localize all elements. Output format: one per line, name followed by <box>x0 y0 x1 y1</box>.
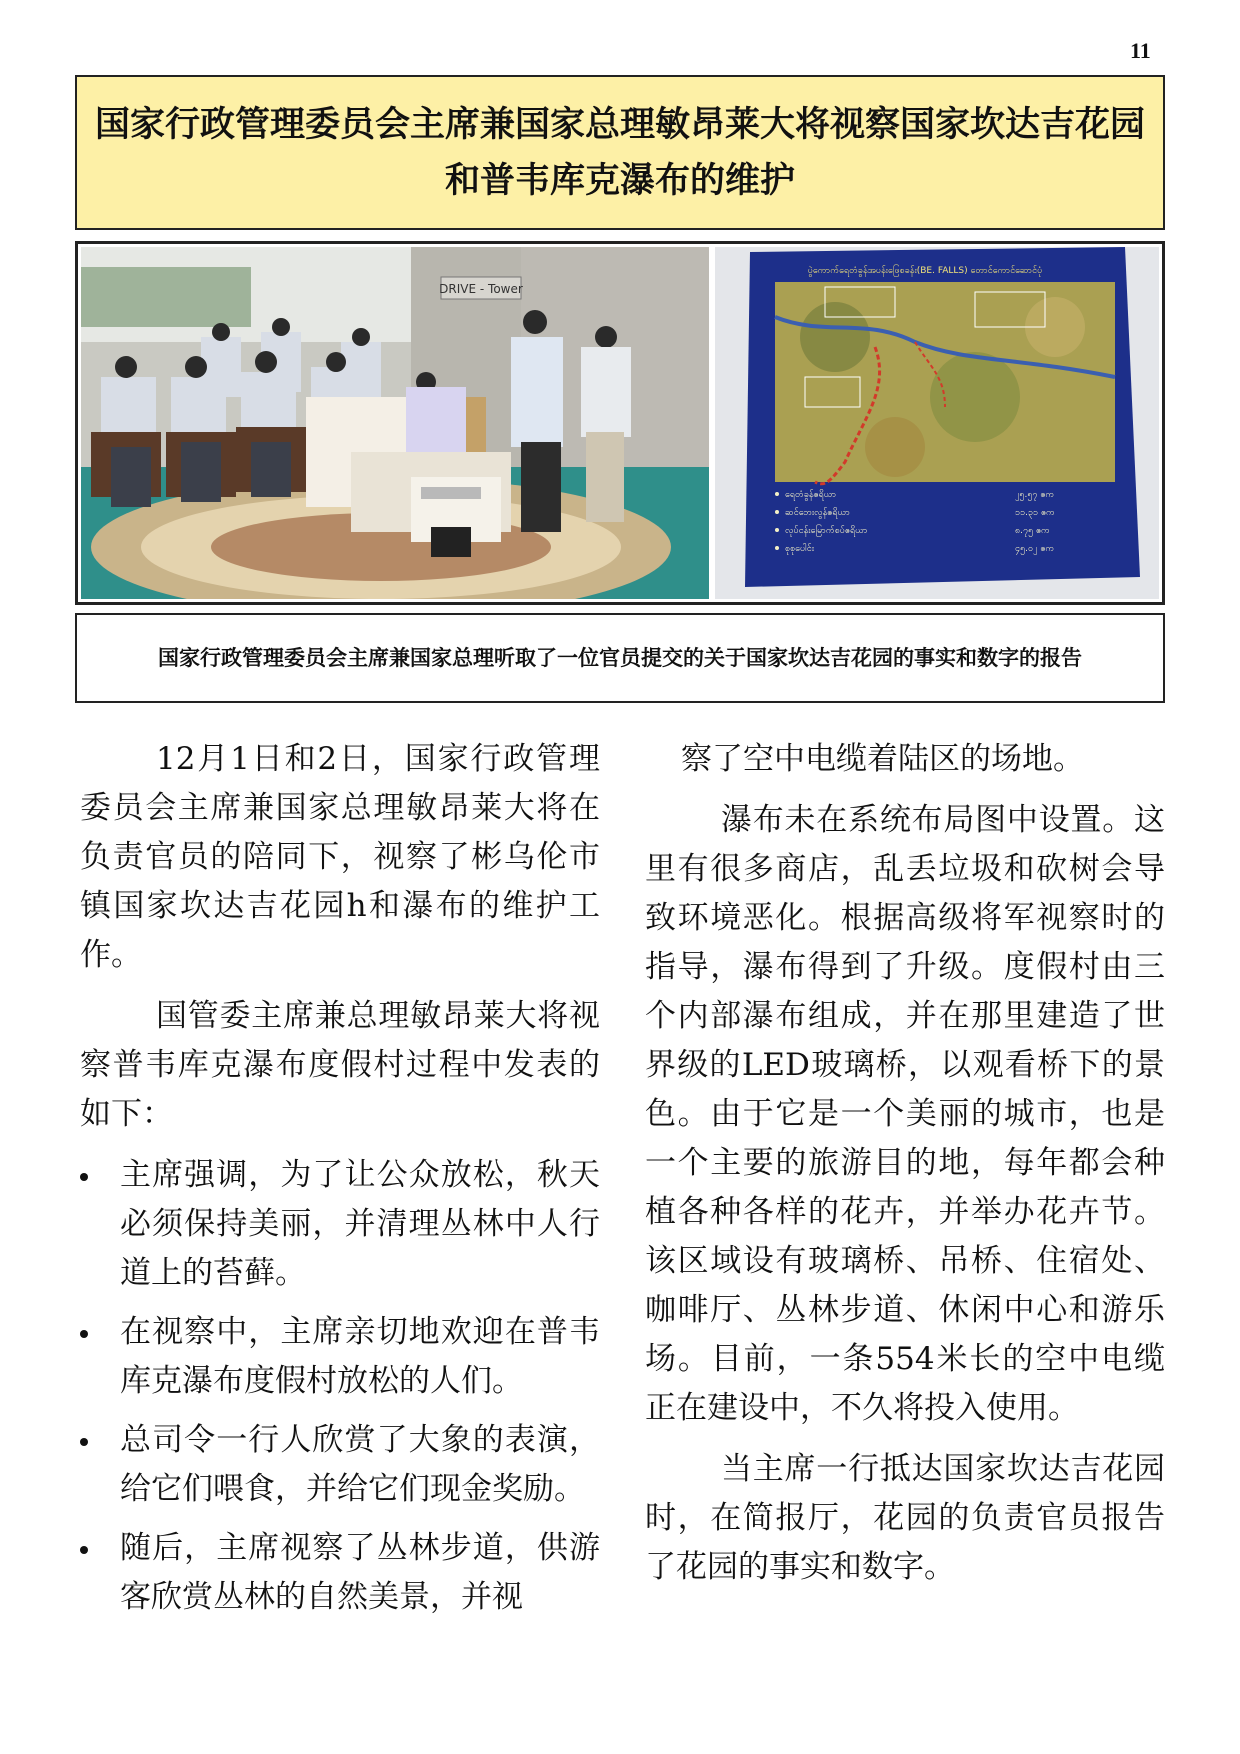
meeting-photo <box>81 247 709 599</box>
legend-label-2: ဆင်ဘေးလွန်ဧရိယာ <box>785 508 850 518</box>
title-box <box>75 75 1165 230</box>
map-projection-photo <box>715 247 1159 599</box>
list-item: 总司令一行人欣赏了大象的表演，给它们喂食，并给它们现金奖励。 <box>80 1416 600 1514</box>
sign-text: DRIVE - Tower <box>439 282 523 296</box>
caption-box <box>75 613 1165 703</box>
legend-value-4: ၄၅.၀၂ ဧက <box>1015 544 1055 554</box>
photo-frame <box>75 241 1165 605</box>
legend-label-1: ရေတံခွန်ဧရိယာ <box>785 490 837 500</box>
list-item: 在视察中，主席亲切地欢迎在普韦库克瀑布度假村放松的人们。 <box>80 1308 600 1406</box>
page-number: 11 <box>1130 38 1151 63</box>
continued-text: 察了空中电缆着陆区的场地。 <box>681 741 1084 777</box>
bullet-icon <box>80 1438 88 1446</box>
paragraph-1: 12月1日和2日，国家行政管理委员会主席兼国家总理敏昂莱大将在负责官员的陪同下，视察了彬乌伦市镇国家坎达吉花园h和瀑布的维护工作。 <box>80 741 600 973</box>
bullet-icon <box>80 1330 88 1338</box>
left-column <box>80 735 600 1632</box>
legend-label-4: စုစုပေါင်း <box>785 544 814 554</box>
list-item: 主席强调，为了让公众放松，秋天必须保持美丽，并清理丛林中人行道上的苔藓。 <box>80 1151 600 1298</box>
bullet-icon <box>80 1546 88 1554</box>
bullet-icon <box>80 1173 88 1181</box>
bullet-list <box>80 1151 600 1622</box>
legend-value-1: ၂၅.၅၇ ဧက <box>1015 490 1055 500</box>
paragraph-3: 瀑布未在系统布局图中设置。这里有很多商店，乱丢垃圾和砍树会导致环境恶化。根据高级将军视察时的指导，瀑布得到了升级。度假村由三个内部瀑布组成，并在那里建造了世界级的LED玻璃桥，以观看桥下的景色。由于它是一个美丽的城市，也是一个主要的旅游目的地，每年都会种植各种各样的花卉，并举办花卉节。该区域设有玻璃桥、吊桥、住宿处、咖啡厅、丛林步道、休闲中心和游乐场。目前，一条554米长的空中电缆正在建设中，不久将投入使用。 <box>645 802 1165 1426</box>
list-item: 随后，主席视察了丛林步道，供游客欣赏丛林的自然美景，并视 <box>80 1524 600 1622</box>
right-column <box>645 735 1165 1604</box>
legend-value-3: ၈.၇၅ ဧက <box>1015 526 1050 536</box>
photo-caption: 国家行政管理委员会主席兼国家总理听取了一位官员提交的关于国家坎达吉花园的事实和数字的报告 <box>158 645 1082 670</box>
map-heading: ပွဲကောက်ရေတံခွန်အပန်းဖြေစခန်း(BE. FALLS) တောင်ကောင်ဆောင်ပုံ <box>807 266 1043 276</box>
legend-value-2: ၁၁.၃၁ ဧက <box>1015 508 1055 518</box>
paragraph-2: 国管委主席兼总理敏昂莱大将视察普韦库克瀑布度假村过程中发表的如下： <box>80 998 600 1132</box>
legend-label-3: လုပ်ငန်းမြောက်စပ်ဧရိယာ <box>785 526 868 536</box>
page-title: 国家行政管理委员会主席兼国家总理敏昂莱大将视察国家坎达吉花园和普韦库克瀑布的维护 <box>94 104 1145 201</box>
paragraph-4: 当主席一行抵达国家坎达吉花园时，在简报厅，花园的负责官员报告了花园的事实和数字。 <box>645 1451 1165 1585</box>
